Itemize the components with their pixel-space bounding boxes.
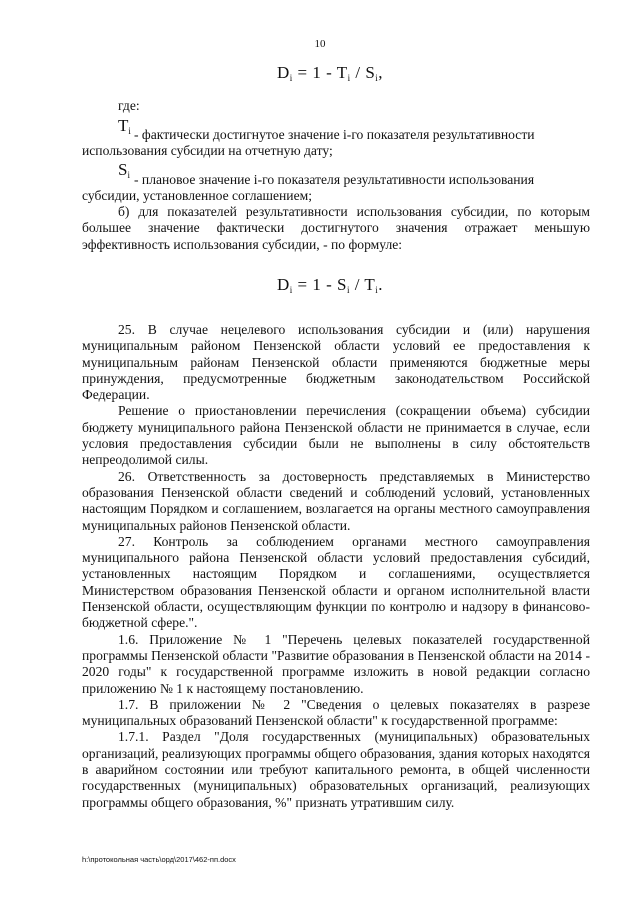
- page-number: 10: [314, 38, 326, 50]
- paragraph-1-7: 1.7. В приложении № 2 "Сведения о целевых показателях в разрезе муниципальных образований Пензенской области" к государственной программе:: [82, 696, 590, 729]
- paragraph-27: 27. Контроль за соблюдением органами местного самоуправления муниципального района Пензенской области условий предоставления субсидий, установленных настоящим Порядком и соглашениями, осуществляется Министерством образования Пензенской области и органом исполнительной власти Пензенской области, осуществляющим функции по контролю и надзору в финансово-бюджетной сфере.".: [82, 533, 590, 631]
- case-b-block: [82, 204, 590, 253]
- var-t-desc-first: - фактически достигнутое значение i-го показателя результативности: [134, 127, 535, 142]
- formula-tail: ,: [378, 63, 384, 82]
- formula-inverse: [0, 275, 640, 295]
- body-paragraphs: [82, 322, 590, 811]
- paragraph-1-7-1: 1.7.1. Раздел "Доля государственных (муниципальных) образовательных организаций, реализующих программы общего образования, здания которых находятся в аварийном состоянии или требуют капитального ремонта, в общей численности государственных (муниципальных) образовательных организаций, реализующих программы общего образования, %" признать утратившим силу.: [82, 729, 590, 810]
- footer-file-path: h:\протокольная часть\орд\2017\462-пп.docx: [82, 855, 236, 864]
- where-label: где:: [118, 98, 140, 113]
- formula-direct: [0, 63, 640, 83]
- formula2-rhs-b: / T: [354, 275, 376, 294]
- formula-lhs-sub: i: [289, 73, 293, 83]
- formula2-rhs-b-sub: i: [375, 285, 379, 295]
- formula2-rhs-a: = 1 - S: [297, 275, 347, 294]
- formula2-tail: .: [378, 275, 384, 294]
- var-t-description: [82, 127, 590, 160]
- formula2-lhs-sub: i: [289, 285, 293, 295]
- paragraph-25: 25. В случае нецелевого использования субсидии и (или) нарушения муниципальным районом Пензенской области условий ее предоставления к муниципальным районам Пензенской области применяются бюджетные меры принуждения, предусмотренные бюджетным законодательством Российской Федерации.: [82, 322, 590, 403]
- var-s-letter: S: [118, 160, 128, 179]
- var-s-sub: i: [127, 170, 130, 180]
- var-s-description: [82, 172, 590, 205]
- paragraph-26: 26. Ответственность за достоверность представляемых в Министерство образования Пензенской области сведений и соблюдений условий, установленных настоящим Порядком и соглашением, возлагается на органы местного самоуправления муниципальных районов Пензенской области.: [82, 468, 590, 533]
- formula-rhs-a: = 1 - T: [297, 63, 348, 82]
- var-t-desc-rest: использования субсидии на отчетную дату;: [82, 143, 333, 159]
- formula2-lhs: D: [276, 275, 290, 294]
- formula-rhs-b: / S: [355, 63, 376, 82]
- var-s-desc-rest: субсидии, установленное соглашением;: [82, 188, 312, 204]
- formula2-rhs-a-sub: i: [346, 285, 350, 295]
- var-t-letter: T: [118, 116, 129, 135]
- paragraph-1-6: 1.6. Приложение № 1 "Перечень целевых показателей государственной программы Пензенской области "Развитие образования в Пензенской области на 2014 - 2020 годы" к государственной программе изложить в новой редакции согласно приложению № 1 к настоящему постановлению.: [82, 631, 590, 696]
- formula-rhs-a-sub: i: [347, 73, 351, 83]
- var-s-desc-first: - плановое значение i-го показателя результативности использования: [134, 172, 535, 187]
- formula-lhs: D: [276, 63, 290, 82]
- case-b-text: б) для показателей результативности использования субсидии, по которым большее значение фактически достигнутого значения отражает меньшую эффективность использования субсидии, - по формуле:: [82, 204, 590, 252]
- formula-rhs-b-sub: i: [375, 73, 379, 83]
- var-t-sub: i: [128, 126, 131, 136]
- paragraph-suspension-decision: Решение о приостановлении перечисления (сокращении объема) субсидии бюджету муниципального района Пензенской области не принимается в случае, если условия предоставления субсидии были не выполнены в силу обстоятельств непреодолимой силы.: [82, 403, 590, 468]
